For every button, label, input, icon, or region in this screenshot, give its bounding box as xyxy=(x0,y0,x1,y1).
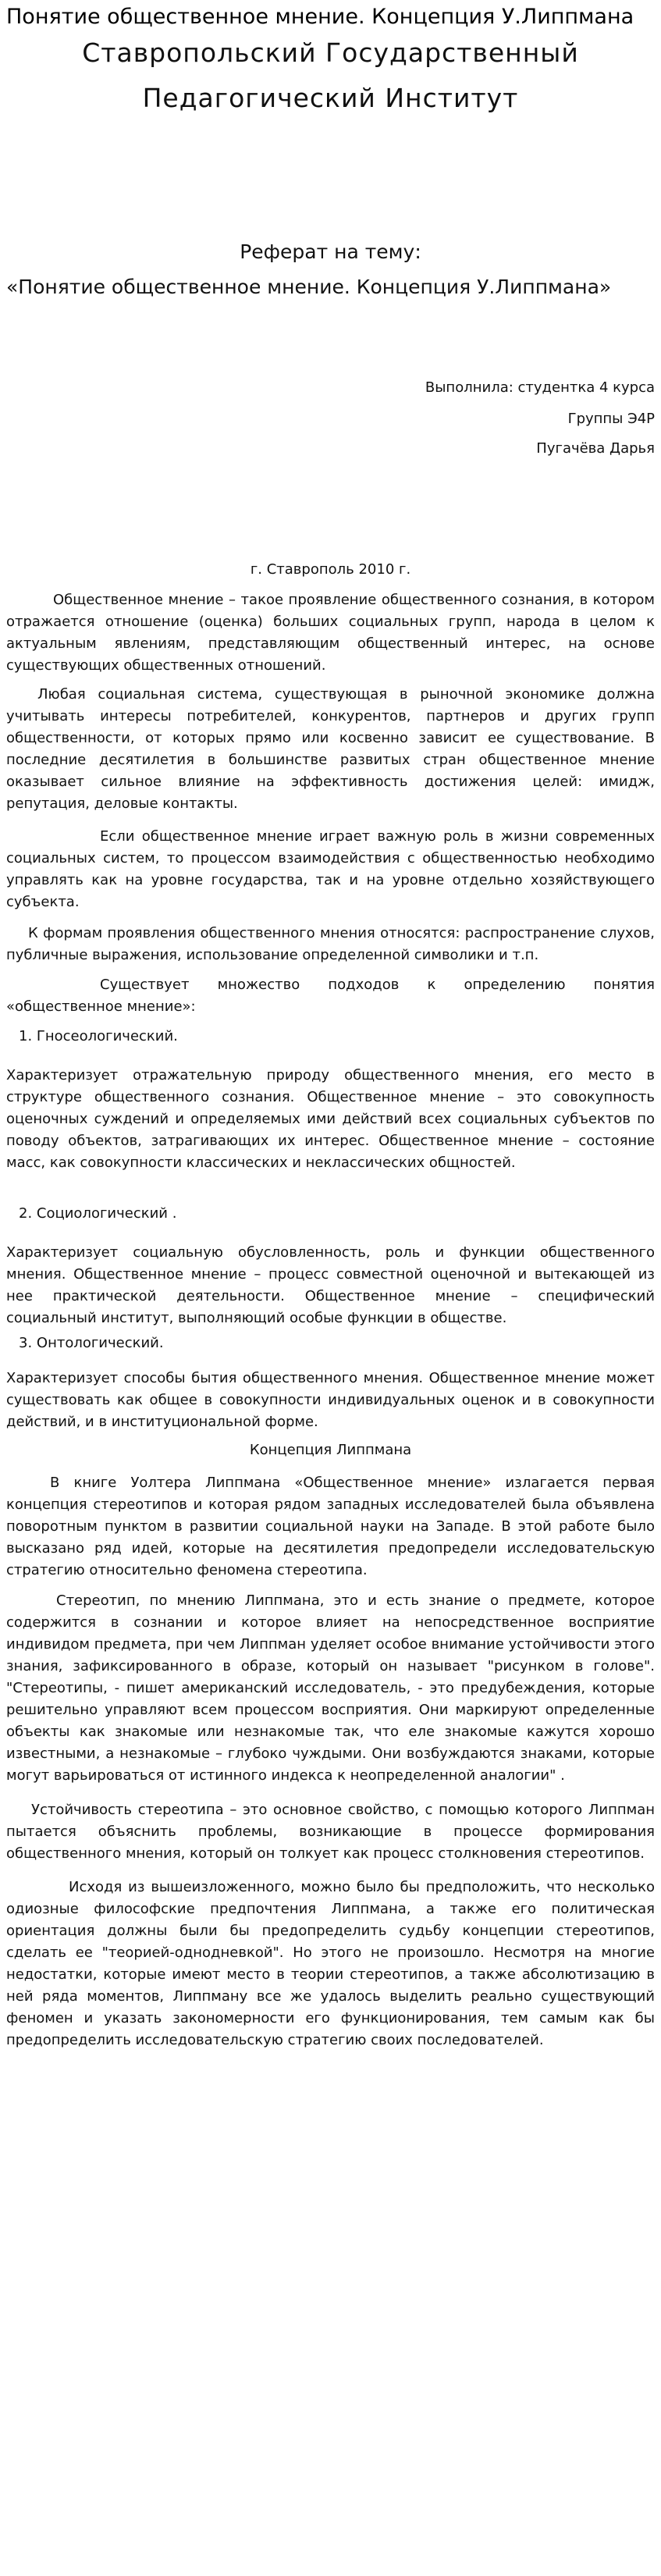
institute-name-line-2: Педагогический Институт xyxy=(142,83,519,113)
paragraph-1: Общественное мнение – такое проявление общественного сознания, в котором отражается отношение (оценка) больших социальных групп, народа в целом к актуальным явлениям, представляющим общественный интерес, на основе существующих общественных отношений. xyxy=(6,592,655,674)
paragraph-10: Стереотип, по мнению Липпмана, это и есть знание о предмете, которое содержится в сознании и которое влияет на непосредственное восприятие индивидом предмета, при чем Липпман уделяет особое внимание устойчивости этого знания, зафиксированного в образе, который он называет "рисунком в голове". "Стереотипы, - пишет американский исследователь, - это предубеждения, которые решительно управляют всем процессом восприятия. Они маркируют определенные объекты как знакомые или незнакомые так, что еле знакомые кажутся хорошо известными, а незнакомые – глубоко чуждыми. Они возбуждаются знаками, которые могут варьироваться от истинного индекса к неопределенной аналогии" . xyxy=(6,1592,655,1784)
section-title: Концепция Липпмана xyxy=(249,1442,412,1458)
document-title: Понятие общественное мнение. Концепция У.Липпмана xyxy=(6,5,634,29)
paragraph-5: Существует множество подходов к определению понятия «общественное мнение»: xyxy=(6,977,655,1015)
paragraph-4: К формам проявления общественного мнения относятся: распространение слухов, публичные выражения, использование определенной символики и т.п. xyxy=(6,925,655,963)
author-line-3: Пугачёва Дарья xyxy=(536,440,655,457)
referat-topic: «Понятие общественное мнение. Концепция У.Липпмана» xyxy=(6,276,612,298)
author-line-2: Группы Э4Р xyxy=(567,411,655,427)
paragraph-11: Устойчивость стереотипа – это основное свойство, с помощью которого Липпман пытается объяснить проблемы, возникающие в процессе формирования общественного мнения, который он толкует как процесс столкновения стереотипов. xyxy=(6,1802,655,1862)
approach-heading-1: 1. Гносеологический. xyxy=(19,1028,178,1044)
paragraph-2: Любая социальная система, существующая в рыночной экономике должна учитывать интересы потребителей, конкурентов, партнеров и других групп общественности, от которых прямо или косвенно зависит ее существование. В последние десятилетия в большинстве развитых стран общественное мнение оказывает сильное влияние на эффективность достижения целей: имидж, репутация, деловые контакты. xyxy=(6,686,655,812)
paragraph-12: Исходя из вышеизложенного, можно было бы предположить, что несколько одиозные философские предпочтения Липпмана, а также его политическая ориентация должны были бы предопределить судьбу концепции стереотипов, сделать ее "теорией-однодневкой". Но этого не произошло. Несмотря на многие недостатки, которые имеют место в теории стереотипов, а также абсолютизацию в ней ряда моментов, Липпману все же удалось выделить реально существующий феномен и указать закономерности его функционирования, тем самым как бы предопределить исследовательскую стратегию своих последователей. xyxy=(6,1879,655,2048)
paragraph-9: В книге Уолтера Липпмана «Общественное мнение» излагается первая концепция стереотипов и которая рядом западных исследователей была объявлена поворотным пунктом в развитии социальной науки на Западе. В этой работе было высказано ряд идей, которые на десятилетия предопредели исследовательскую стратегию относительно феномена стереотипа. xyxy=(6,1475,655,1578)
paragraph-3: Если общественное мнение играет важную роль в жизни современных социальных систем, то процессом взаимодействия с общественностью необходимо управлять как на уровне государства, так и на уровне отдельно хозяйствующего субъекта. xyxy=(6,828,655,910)
institute-name-line-1: Ставропольский Государственный xyxy=(82,37,579,68)
paragraph-6: Характеризует отражательную природу общественного мнения, его место в структуре общественного сознания. Общественное мнение – это совокупность оценочных суждений и определяемых ими действий всех социальных субъектов по поводу объектов, затрагивающих их интерес. Общественное мнение – состояние масс, как совокупности классических и неклассических общностей. xyxy=(6,1067,655,1171)
author-line-1: Выполнила: студентка 4 курса xyxy=(425,379,655,396)
city-year: г. Ставрополь 2010 г. xyxy=(250,561,411,578)
referat-label: Реферат на тему: xyxy=(240,240,421,263)
approach-heading-2: 2. Социологический . xyxy=(19,1205,177,1222)
approach-heading-3: 3. Онтологический. xyxy=(19,1335,164,1351)
paragraph-7: Характеризует социальную обусловленность, роль и функции общественного мнения. Общественное мнение – процесс совместной оценочной и вытекающей из нее практической деятельности. Общественное мнение – специфический социальный институт, выполняющий особые функции в обществе. xyxy=(6,1244,655,1326)
paragraph-8: Характеризует способы бытия общественного мнения. Общественное мнение может существовать как общее в совокупности индивидуальных оценок и в совокупности действий, и в институциональной форме. xyxy=(6,1370,655,1430)
